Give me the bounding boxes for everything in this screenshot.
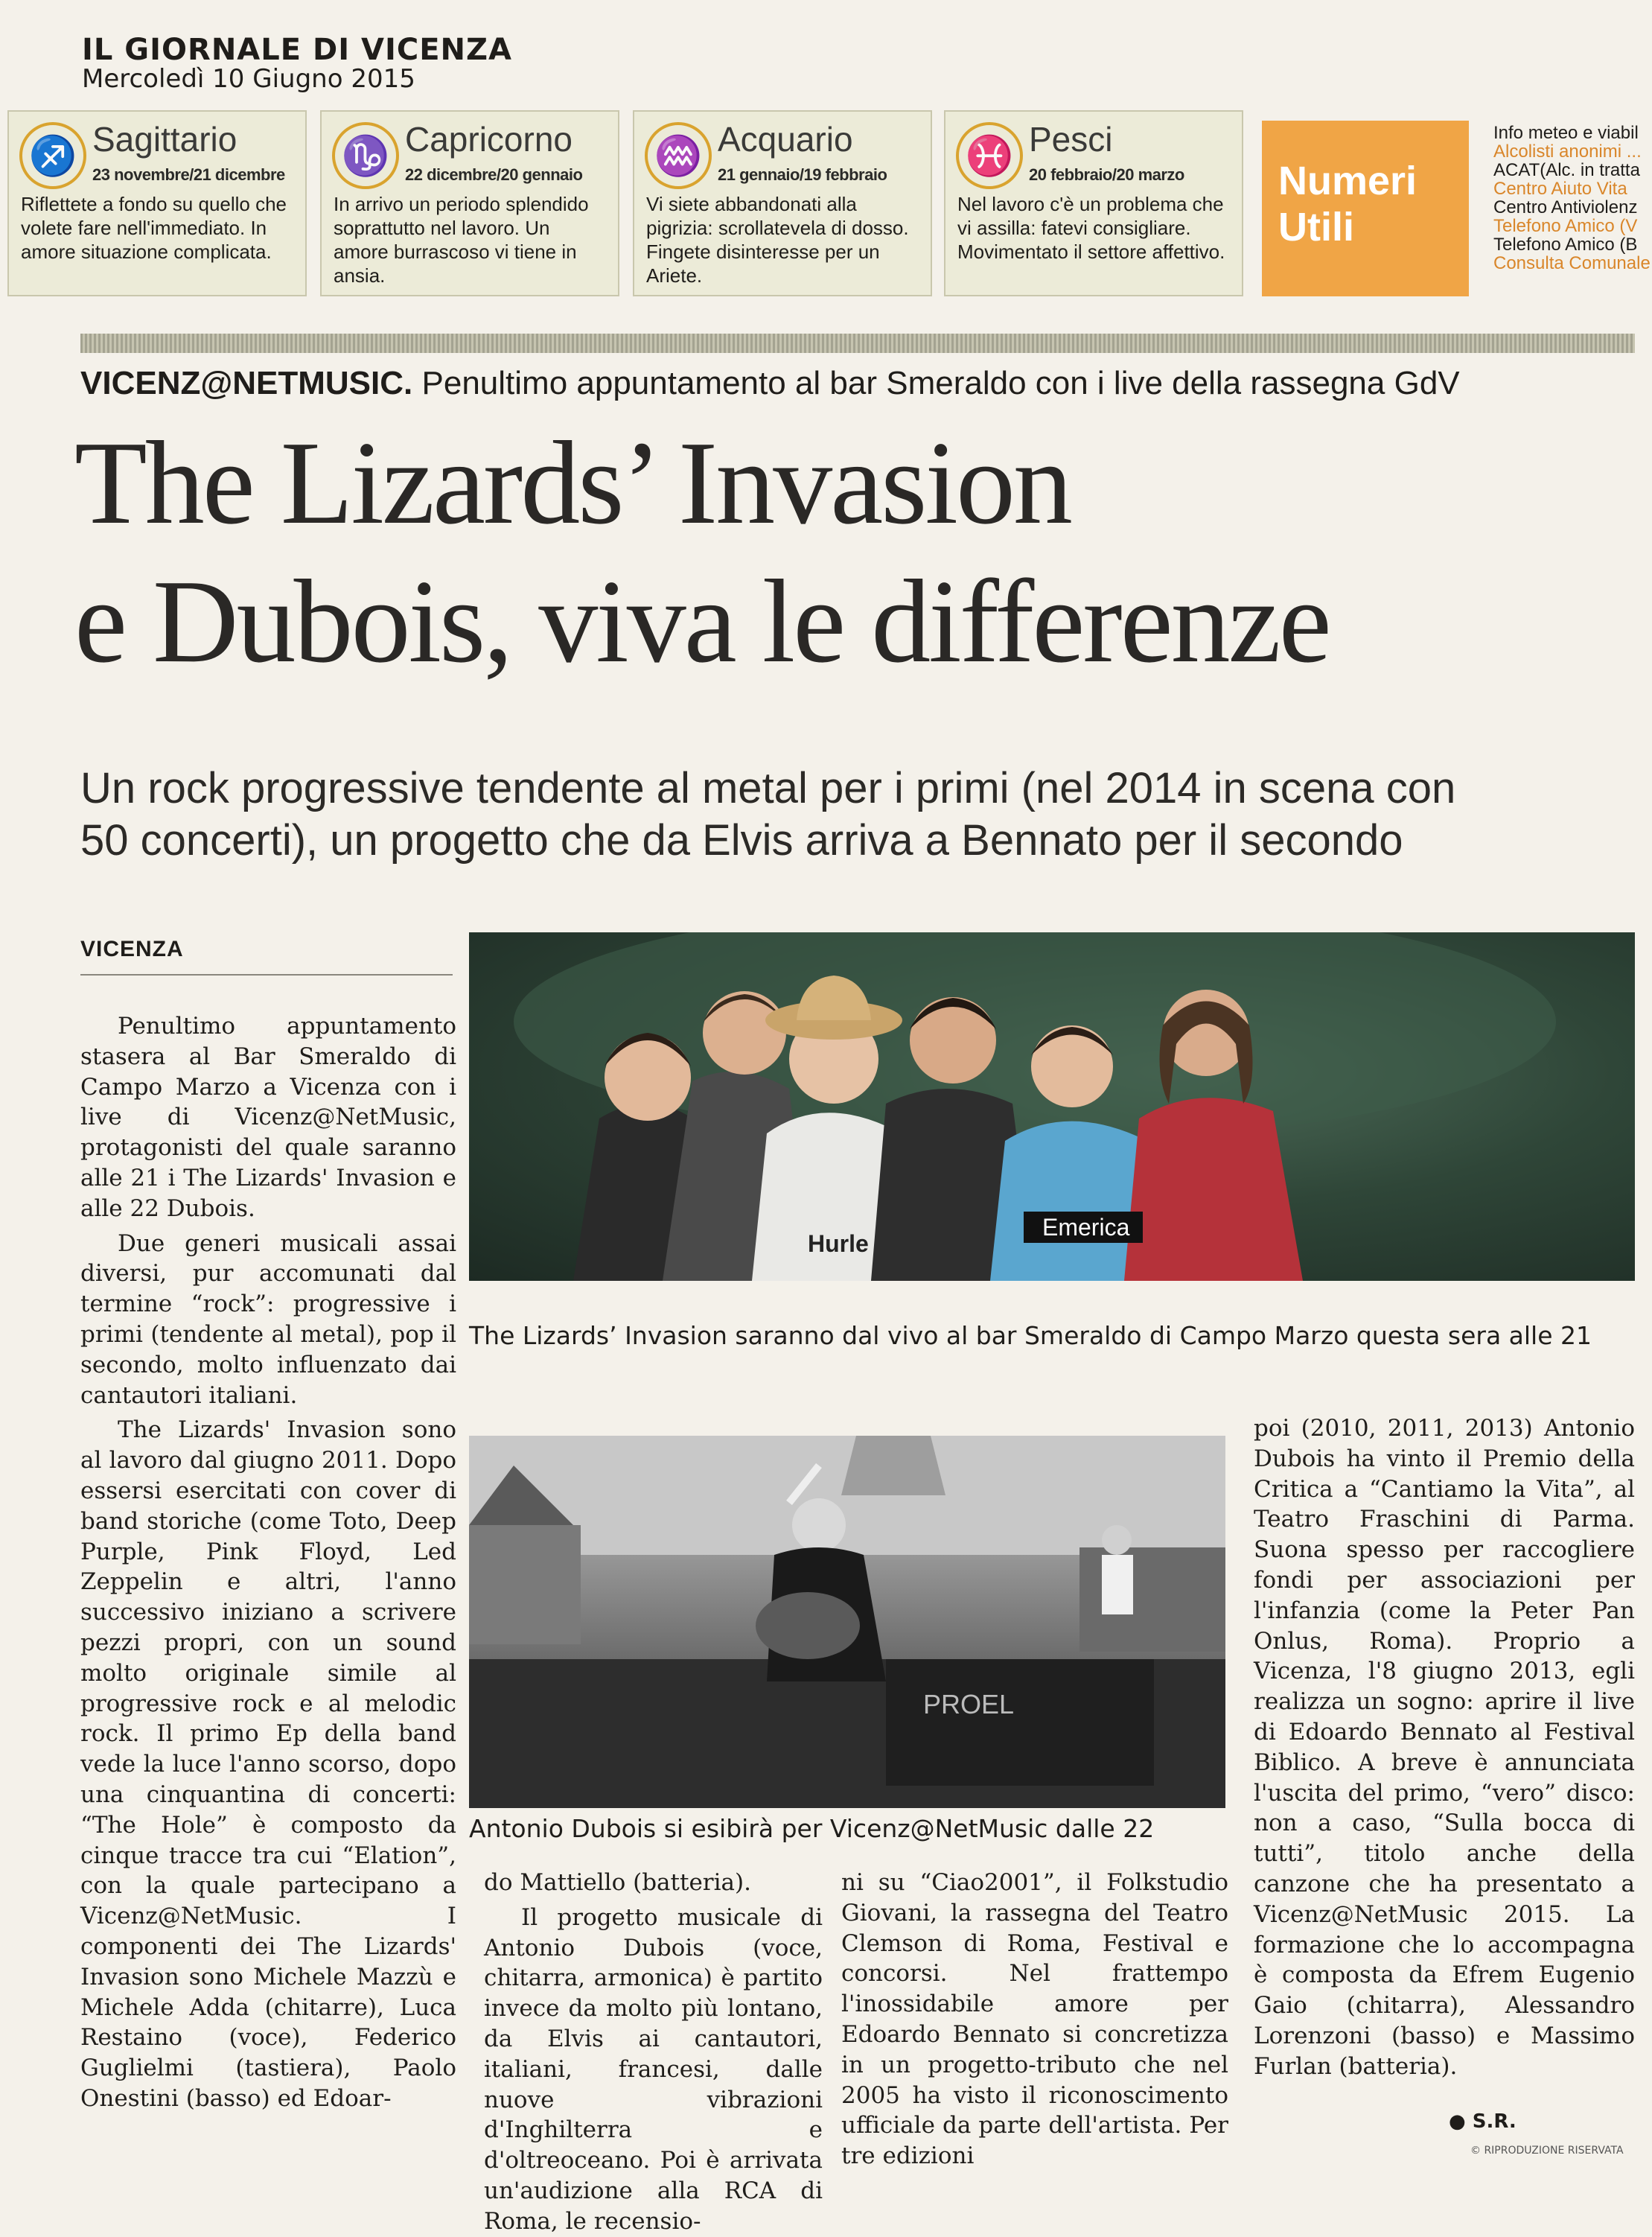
article-column-1 xyxy=(80,1011,456,2114)
author-credit: ● S.R. xyxy=(1449,2110,1517,2133)
horoscope-dates: 23 novembre/21 dicembre xyxy=(92,165,285,184)
capricorn-icon: ♑ xyxy=(332,122,399,189)
horoscope-sign: Acquario xyxy=(718,120,853,159)
numeri-utili-item: Telefono Amico (V xyxy=(1493,216,1638,236)
article-column-4 xyxy=(1254,1413,1635,2082)
band-photo-caption: The Lizards’ Invasion saranno dal vivo al bar Smeraldo di Campo Marzo questa sera alle 21 xyxy=(469,1321,1592,1350)
aquarius-icon: ♒ xyxy=(645,122,712,189)
article-paragraph: Penultimo appuntamento stasera al Bar Smeraldo di Campo Marzo a Vicenza con i live di Vicenz@NetMusic, protagonisti del quale saranno alle 21 i The Lizards' Invasion e alle 22 Dubois. xyxy=(80,1013,456,1222)
sagittarius-icon: ♐ xyxy=(19,122,86,189)
newspaper-name: IL GIORNALE DI VICENZA xyxy=(82,33,512,67)
numeri-utili-item: Alcolisti anonimi ... xyxy=(1493,141,1642,162)
article-paragraph: Il progetto musicale di Antonio Dubois (voce, chitarra, armonica) è partito invece da molto più lontano, da Elvis ai cantautori, italiani, francesi, dalle nuove vibrazioni d'Inghilterra e d'oltreoceano. Poi è arrivata un'audizione alla RCA di Roma, le recensio- xyxy=(484,1903,823,2235)
copyright-notice: © RIPRODUZIONE RISERVATA xyxy=(1470,2145,1624,2157)
dateline-rule xyxy=(80,974,453,976)
numeri-utili-item: ACAT(Alc. in tratta xyxy=(1493,160,1640,180)
article-paragraph: ni su “Ciao2001”, il Folkstudio Giovani, la rassegna del Teatro Clemson di Roma, Festival e concorsi. Nel frattempo l'inossidabile amore per Edoardo Bennato si concretizza in un progetto-tributo che nel 2005 ha visto il riconoscimento ufficiale da parte dell'artista. Per tre edizioni xyxy=(841,1869,1228,2170)
pisces-icon: ♓ xyxy=(956,122,1023,189)
numeri-utili-item: Info meteo e viabil xyxy=(1493,124,1639,143)
numeri-utili-box xyxy=(1262,121,1469,296)
horoscope-dates: 22 dicembre/20 gennaio xyxy=(405,165,583,184)
kicker-label: VICENZ@NETMUSIC. xyxy=(80,365,413,401)
article-column-2 xyxy=(484,1868,823,2237)
horoscope-box-capricorno xyxy=(320,110,619,296)
horoscope-box-acquario xyxy=(633,110,932,296)
shirt-print-emerica: Emerica xyxy=(1042,1214,1130,1241)
horoscope-sign: Capricorno xyxy=(405,120,573,159)
horoscope-text: In arrivo un periodo splendido soprattutto nel lavoro. Un amore burrascoso vi tiene in ansia. xyxy=(334,193,589,287)
kicker-text: Penultimo appuntamento al bar Smeraldo con i live della rassegna GdV xyxy=(421,365,1460,401)
shirt-print-hurley: Hurle xyxy=(808,1230,869,1257)
headline-line-1: The Lizards’ Invasion xyxy=(74,416,1071,549)
horoscope-text: Riflettete a fondo su quello che volete fare nell'immediato. In amore situazione complicata. xyxy=(21,193,287,263)
numeri-utili-item: Telefono Amico (B xyxy=(1493,235,1638,255)
article-paragraph: do Mattiello (batteria). xyxy=(484,1869,751,1896)
deck-line-1: Un rock progressive tendente al metal per i primi (nel 2014 in scena con xyxy=(80,764,1456,812)
numeri-utili-title-1: Numeri xyxy=(1278,159,1417,203)
horoscope-box-pesci xyxy=(944,110,1243,296)
dubois-photo-caption: Antonio Dubois si esibirà per Vicenz@NetMusic dalle 22 xyxy=(469,1814,1155,1843)
article-paragraph: poi (2010, 2011, 2013) Antonio Dubois ha vinto il Premio della Critica a “Cantiamo la Vita”, al Teatro Fraschini di Parma. Suona spesso per raccogliere fondi per associazioni per l'infanzia (come la Peter Pan Onlus, Roma). Proprio a Vicenza, l'8 giugno 2013, egli realizza un sogno: aprire il live di Edoardo Bennato al Festival Biblico. A breve è annunciata l'uscita del primo, “vero” disco: non a caso, “Sulla bocca di tutti”, titolo anche della canzone che ha presentato a Vicenz@NetMusic 2015. La formazione che lo accompagna è composta da Efrem Eugenio Gaio (chitarra), Alessandro Lorenzoni (basso) e Massimo Furlan (batteria). xyxy=(1254,1415,1635,2080)
speaker-brand: PROEL xyxy=(923,1689,1015,1719)
article-paragraph: The Lizards' Invasion sono al lavoro dal giugno 2011. Dopo essersi esercitati con cover di band storiche (come Toto, Deep Purple, Pink Floyd, Led Zeppelin e altri, l'anno successivo iniziano a scrivere pezzi propri, con un sound molto originale simile al progressive rock e al melodic rock. Il primo Ep della band vede la luce l'anno scorso, dopo una cinquantina di concerti: “The Hole” è composto da cinque tracce tra cui “Elation”, con la quale partecipano a Vicenz@NetMusic. I componenti dei The Lizards' Invasion sono Michele Mazzù e Michele Adda (chitarre), Luca Restaino (voce), Federico Guglielmi (tastiera), Paolo Onestini (basso) ed Edoar- xyxy=(80,1416,456,2112)
section-separator xyxy=(80,334,1635,353)
horoscope-sign: Sagittario xyxy=(92,120,237,159)
horoscope-dates: 20 febbraio/20 marzo xyxy=(1029,165,1184,184)
article-paragraph: Due generi musicali assai diversi, pur accomunati dal termine “rock”: progressive i primi (tendente al metal), pop il secondo, molto influenzato dai cantautori italiani. xyxy=(80,1229,456,1409)
numeri-utili-item: Centro Antiviolenz xyxy=(1493,197,1638,217)
article-deck xyxy=(80,763,1644,867)
horoscope-sign: Pesci xyxy=(1029,120,1113,159)
numeri-utili-title-2: Utili xyxy=(1278,205,1354,249)
article-headline xyxy=(74,413,1645,690)
horoscope-box-sagittario xyxy=(7,110,307,296)
numeri-utili-item: Centro Aiuto Vita xyxy=(1493,179,1627,199)
dubois-photo xyxy=(469,1436,1225,1808)
horoscope-text: Vi siete abbandonati alla pigrizia: scrollatevela di dosso. Fingete disinteresse per un Ariete. xyxy=(646,193,909,287)
dateline: VICENZA xyxy=(80,937,184,961)
issue-date: Mercoledì 10 Giugno 2015 xyxy=(82,64,415,94)
article-kicker xyxy=(80,365,1460,402)
deck-line-2: 50 concerti), un progetto che da Elvis arriva a Bennato per il secondo xyxy=(80,816,1403,865)
dubois-photo-illustration xyxy=(469,1436,1225,1808)
horoscope-dates: 21 gennaio/19 febbraio xyxy=(718,165,887,184)
headline-line-2: e Dubois, viva le differenze xyxy=(74,555,1330,687)
article-column-3 xyxy=(841,1868,1228,2171)
numeri-utili-item: Consulta Comunale xyxy=(1493,253,1651,273)
numeri-utili-list xyxy=(1493,124,1652,273)
band-photo xyxy=(469,932,1635,1281)
horoscope-text: Nel lavoro c'è un problema che vi assilla: fatevi consigliare. Movimentato il settore affettivo. xyxy=(957,193,1225,263)
